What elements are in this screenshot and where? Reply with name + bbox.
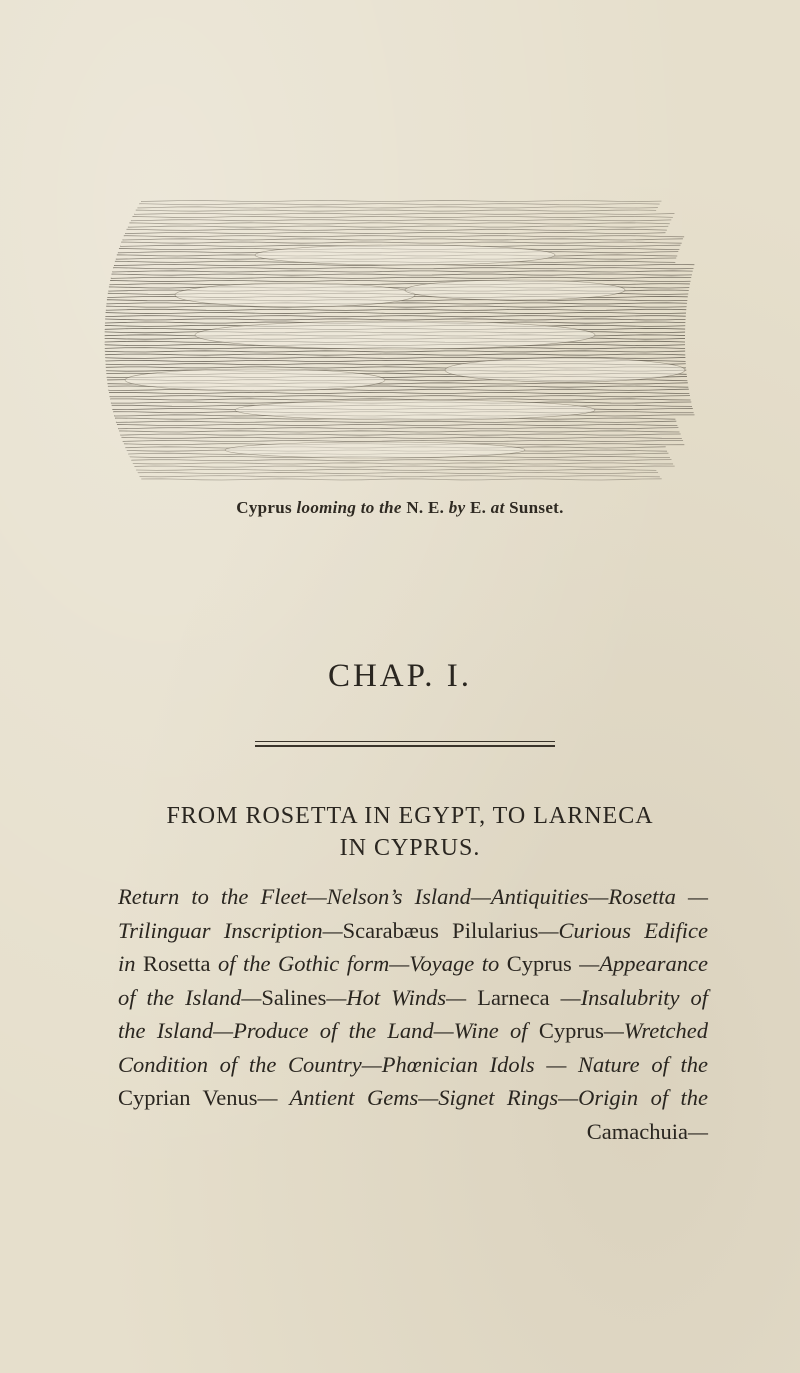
synopsis-segment: Camachuia bbox=[586, 1118, 688, 1144]
synopsis-segment: Scarabæus Pilularius bbox=[342, 917, 539, 943]
synopsis-segment: Return to the Fleet—Nelson’s Island—Antiquities—Rosetta —Trilinguar Inscription— bbox=[118, 884, 708, 943]
chapter-heading-line-1: FROM ROSETTA IN EGYPT, TO LARNECA bbox=[166, 803, 654, 829]
synopsis-segment: —Insalubrity of the Island—Produce of the Land—Wine of bbox=[118, 984, 708, 1043]
chapter-number: CHAP. I. bbox=[327, 658, 473, 694]
synopsis-segment: — bbox=[687, 1118, 708, 1144]
synopsis-segment: Cyprus bbox=[506, 951, 572, 976]
synopsis-segment: — Antient Gems—Signet Rings—Origin of the bbox=[257, 1085, 708, 1110]
synopsis-segment: Rosetta bbox=[143, 951, 211, 976]
chapter-synopsis bbox=[118, 880, 708, 1148]
synopsis-segment: —Wretched Condition of the Country—Phœnician Idols — Nature of the bbox=[118, 1018, 708, 1077]
chapter-heading-line-2: IN CYPRUS. bbox=[339, 835, 481, 861]
plate-caption: Cyprus looming to the N. E. by E. at Sunset. bbox=[236, 498, 564, 517]
synopsis-segment: Cyprus bbox=[538, 1018, 604, 1043]
engraving-cyprus-sunset bbox=[95, 195, 715, 485]
synopsis-segment: Larneca bbox=[477, 984, 550, 1010]
synopsis-segment: —Curious Edifice in bbox=[118, 917, 709, 976]
synopsis-segment: —Hot Winds— bbox=[326, 984, 478, 1010]
synopsis-segment: Salines bbox=[261, 984, 327, 1010]
synopsis-segment: of the Gothic form—Voyage to bbox=[210, 951, 507, 976]
chapter-heading bbox=[150, 800, 670, 864]
double-rule-divider bbox=[255, 740, 555, 750]
synopsis-segment: —Appearance of the Island— bbox=[118, 951, 709, 1010]
synopsis-segment: Cyprian Venus bbox=[118, 1085, 258, 1110]
